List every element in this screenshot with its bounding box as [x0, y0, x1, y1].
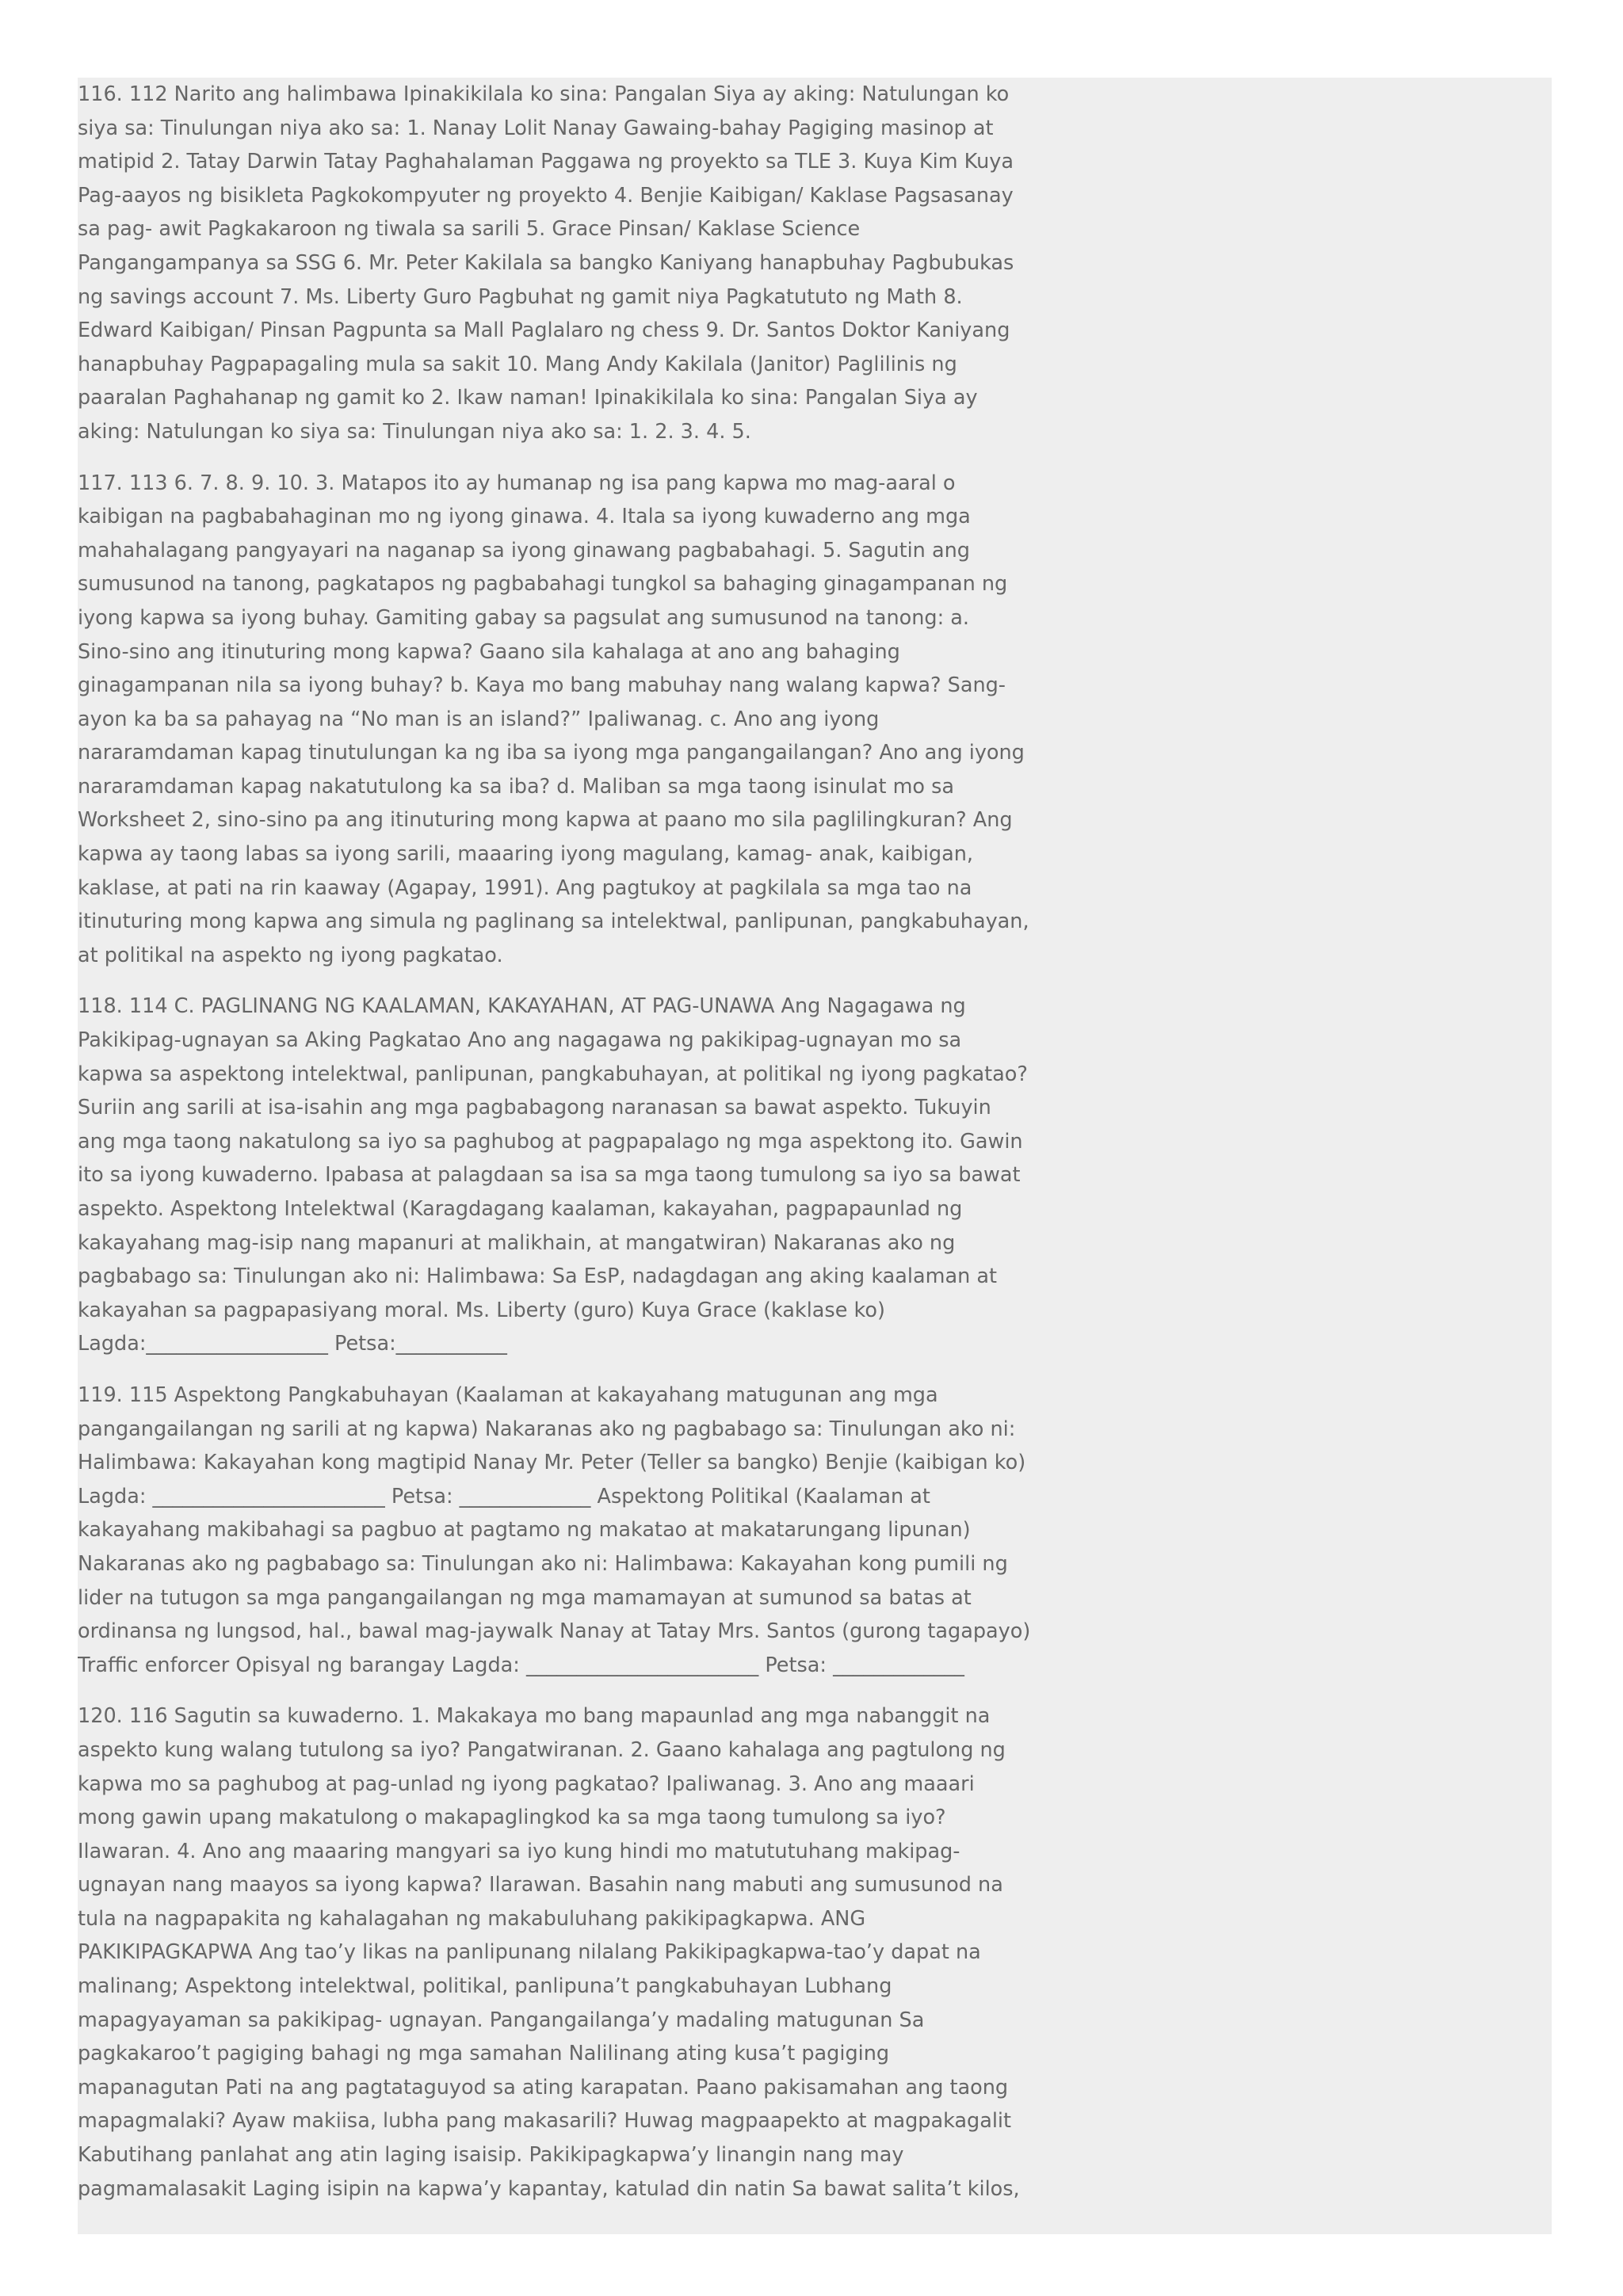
paragraph-line: Pakikipag-ugnayan sa Aking Pagkatao Ano ang nagagawa ng pakikipag-ugnayan mo sa: [78, 1028, 962, 1053]
paragraph-line: mapagmalaki? Ayaw makiisa, lubha pang makasarili? Huwag magpaapekto at magpakagalit: [78, 2109, 1012, 2134]
paragraph-line: matipid 2. Tatay Darwin Tatay Paghahalaman Paggawa ng proyekto sa TLE 3. Kuya Kim Kuya: [78, 150, 1014, 174]
paragraph-line: Suriin ang sarili at isa-isahin ang mga pagbabagong naranasan sa bawat aspekto. Tukuyin: [78, 1096, 991, 1120]
paragraph-line: ang mga taong nakatulong sa iyo sa paghubog at pagpapalago ng mga aspektong ito. Gawin: [78, 1129, 1023, 1154]
paragraph-line: sa pag- awit Pagkakaroon ng tiwala sa sarili 5. Grace Pinsan/ Kaklase Science: [78, 217, 861, 242]
paragraph-line: mapanagutan Pati na ang pagtataguyod sa ating karapatan. Paano pakisamahan ang taong: [78, 2075, 1009, 2100]
paragraph-line: mapagyayaman sa pakikipag- ugnayan. Pangangailanga’y madaling matugunan Sa: [78, 2008, 925, 2032]
document-paragraph: [78, 990, 1068, 1361]
paragraph-line: Pangangampanya sa SSG 6. Mr. Peter Kakilala sa bangko Kaniyang hanapbuhay Pagbubukas: [78, 250, 1014, 275]
paragraph-line: Halimbawa: Kakayahan kong magtipid Nanay Mr. Peter (Teller sa bangko) Benjie (kaibigan ko): [78, 1451, 1026, 1475]
paragraph-line: tula na nagpapakita ng kahalagahan ng makabuluhang pakikipagkapwa. ANG: [78, 1906, 866, 1931]
paragraph-line: kapwa sa aspektong intelektwal, panlipunan, pangkabuhayan, at politikal ng iyong pagkatao?: [78, 1062, 1028, 1086]
paragraph-line: aspekto kung walang tutulong sa iyo? Pangatwiranan. 2. Gaano kahalaga ang pagtulong ng: [78, 1737, 1006, 1762]
paragraph-line: 117. 113 6. 7. 8. 9. 10. 3. Matapos ito ay humanap ng isa pang kapwa mo mag-aaral o: [78, 471, 956, 495]
paragraph-line: pagmamalasakit Laging isipin na kapwa’y kapantay, katulad din natin Sa bawat salita’t kilos,: [78, 2176, 1020, 2201]
paragraph-line: Worksheet 2, sino-sino pa ang itinuturing mong kapwa at paano mo sila paglilingkuran? Ang: [78, 808, 1013, 833]
document-paragraph: [78, 78, 1068, 449]
paragraph-line: kaklase, at pati na rin kaaway (Agapay, 1991). Ang pagtukoy at pagkilala sa mga tao na: [78, 875, 972, 900]
paragraph-line: ugnayan nang maayos sa iyong kapwa? Ilarawan. Basahin nang mabuti ang sumusunod na: [78, 1873, 1003, 1897]
paragraph-line: pagbabago sa: Tinulungan ako ni: Halimbawa: Sa EsP, nadagdagan ang aking kaalaman at: [78, 1264, 997, 1289]
paragraph-line: Ilawaran. 4. Ano ang maaaring mangyari sa iyo kung hindi mo matututuhang makipag-: [78, 1839, 960, 1863]
paragraph-line: pangangailangan ng sarili at ng kapwa) Nakaranas ako ng pagbabago sa: Tinulungan ako ni:: [78, 1417, 1016, 1441]
paragraph-line: paaralan Paghahanap ng gamit ko 2. Ikaw naman! Ipinakikilala ko sina: Pangalan Siya ay: [78, 386, 978, 410]
document-paragraph: [78, 467, 1068, 973]
paragraph-line: ayon ka ba sa pahayag na “No man is an island?” Ipaliwanag. c. Ano ang iyong: [78, 707, 880, 731]
paragraph-line: Edward Kaibigan/ Pinsan Pagpunta sa Mall Paglalaro ng chess 9. Dr. Santos Doktor Kaniyang: [78, 318, 1010, 343]
paragraph-line: siya sa: Tinulungan niya ako sa: 1. Nanay Lolit Nanay Gawaing-bahay Pagiging masinop at: [78, 116, 994, 140]
paragraph-line: kapwa mo sa paghubog at pag-unlad ng iyong pagkatao? Ipaliwanag. 3. Ano ang maaari: [78, 1772, 975, 1796]
paragraph-line: PAKIKIPAGKAPWA Ang tao’y likas na panlipunang nilalang Pakikipagkapwa-tao’y dapat na: [78, 1940, 981, 1965]
paragraph-line: Lagda:__________________ Petsa:___________: [78, 1332, 507, 1356]
paragraph-line: hanapbuhay Pagpapagaling mula sa sakit 10. Mang Andy Kakilala (Janitor) Paglilinis ng: [78, 352, 957, 376]
paragraph-line: Kabutihang panlahat ang atin laging isaisip. Pakikipagkapwa’y linangin nang may: [78, 2143, 904, 2168]
paragraph-line: 116. 112 Narito ang halimbawa Ipinakikilala ko sina: Pangalan Siya ay aking: Natulungan ko: [78, 82, 1010, 106]
paragraph-line: Lagda: _______________________ Petsa: _____________ Aspektong Politikal (Kaalaman at: [78, 1484, 930, 1508]
paragraph-line: 119. 115 Aspektong Pangkabuhayan (Kaalaman at kakayahang matugunan ang mga: [78, 1383, 938, 1407]
paragraph-line: kapwa ay taong labas sa iyong sarili, maaaring iyong magulang, kamag- anak, kaibigan,: [78, 842, 973, 867]
paragraph-line: sumusunod na tanong, pagkatapos ng pagbabahagi tungkol sa bahaging ginagampanan ng: [78, 572, 1008, 597]
paragraph-line: Pag-aayos ng bisikleta Pagkokompyuter ng proyekto 4. Benjie Kaibigan/ Kaklase Pagsasanay: [78, 183, 1014, 208]
paragraph-line: 120. 116 Sagutin sa kuwaderno. 1. Makakaya mo bang mapaunlad ang mga nabanggit na: [78, 1704, 991, 1729]
paragraph-line: Traffic enforcer Opisyal ng barangay Lagda: _______________________ Petsa: _____________: [78, 1653, 964, 1677]
paragraph-line: kakayahan sa pagpapasiyang moral. Ms. Liberty (guro) Kuya Grace (kaklase ko): [78, 1298, 885, 1322]
paragraph-line: ordinansa ng lungsod, hal., bawal mag-jaywalk Nanay at Tatay Mrs. Santos (gurong tagapayo): [78, 1619, 1031, 1644]
paragraph-line: lider na tutugon sa mga pangangailangan ng mga mamamayan at sumunod sa batas at: [78, 1585, 972, 1610]
document-text-panel: [78, 78, 1552, 2234]
paragraph-line: itinuturing mong kapwa ang simula ng paglinang sa intelektwal, panlipunan, pangkabuhayan,: [78, 910, 1029, 934]
document-paragraph: [78, 1379, 1068, 1682]
paragraph-line: at politikal na aspekto ng iyong pagkatao.: [78, 943, 503, 967]
paragraph-line: iyong kapwa sa iyong buhay. Gamiting gabay sa pagsulat ang sumusunod na tanong: a.: [78, 605, 970, 630]
paragraph-line: kakayahang mag-isip nang mapanuri at malikhain, at mangatwiran) Nakaranas ako ng: [78, 1230, 956, 1255]
paragraph-line: mong gawin upang makatulong o makapaglingkod ka sa mga taong tumulong sa iyo?: [78, 1806, 946, 1830]
document-text-column: [78, 78, 1068, 2206]
paragraph-line: nararamdaman kapag tinutulungan ka ng iba sa iyong mga pangangailangan? Ano ang iyong: [78, 741, 1025, 765]
paragraph-line: Nakaranas ako ng pagbabago sa: Tinulungan ako ni: Halimbawa: Kakayahan kong pumili ng: [78, 1551, 1008, 1576]
paragraph-line: ito sa iyong kuwaderno. Ipabasa at palagdaan sa isa sa mga taong tumulong sa iyo sa bawat: [78, 1163, 1021, 1188]
paragraph-line: kaibigan na pagbabahaginan mo ng iyong ginawa. 4. Itala sa iyong kuwaderno ang mga: [78, 505, 971, 529]
paragraph-line: kakayahang makibahagi sa pagbuo at pagtamo ng makatao at makatarungang lipunan): [78, 1518, 971, 1543]
paragraph-line: 118. 114 C. PAGLINANG NG KAALAMAN, KAKAYAHAN, AT PAG-UNAWA Ang Nagagawa ng: [78, 994, 966, 1019]
paragraph-line: mahahalagang pangyayari na naganap sa iyong ginawang pagbabahagi. 5. Sagutin ang: [78, 538, 970, 563]
paragraph-line: Sino-sino ang itinuturing mong kapwa? Gaano sila kahalaga at ano ang bahaging: [78, 639, 900, 664]
paragraph-line: malinang; Aspektong intelektwal, politikal, panlipuna’t pangkabuhayan Lubhang: [78, 1974, 892, 1999]
paragraph-line: pagkakaroo’t pagiging bahagi ng mga samahan Nalilinang ating kusa’t pagiging: [78, 2042, 890, 2066]
paragraph-line: ng savings account 7. Ms. Liberty Guro Pagbuhat ng gamit niya Pagkatututo ng Math 8.: [78, 284, 963, 309]
paragraph-line: aspekto. Aspektong Intelektwal (Karagdagang kaalaman, kakayahan, pagpapaunlad ng: [78, 1197, 963, 1221]
document-paragraph: [78, 1699, 1068, 2206]
paragraph-line: aking: Natulungan ko siya sa: Tinulungan niya ako sa: 1. 2. 3. 4. 5.: [78, 419, 751, 444]
paragraph-line: nararamdaman kapag nakatutulong ka sa iba? d. Maliban sa mga taong isinulat mo sa: [78, 774, 955, 799]
paragraph-line: ginagampanan nila sa iyong buhay? b. Kaya mo bang mabuhay nang walang kapwa? Sang-: [78, 673, 1006, 698]
